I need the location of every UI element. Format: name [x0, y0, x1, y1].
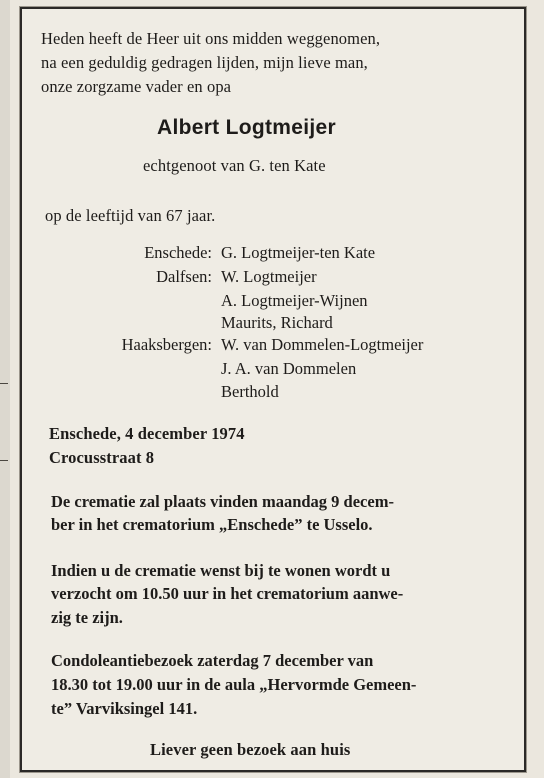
condolence-line: te” Varviksingel 141. [51, 699, 198, 718]
mourner-name: Berthold [221, 382, 279, 401]
mourner-name: W. van Dommelen-Logtmeijer [221, 335, 424, 354]
scan-edge [0, 0, 10, 778]
deceased-name: Albert Logtmeijer [157, 116, 336, 139]
mourner-name: A. Logtmeijer-Wijnen [221, 291, 368, 310]
date-line: Enschede, 4 december 1974 [49, 424, 245, 443]
mourner-place: Dalfsen: [156, 267, 212, 286]
attend-line: verzocht om 10.50 uur in het crematorium aanwe- [51, 584, 404, 603]
intro-line: onze zorgzame vader en opa [41, 77, 232, 96]
intro-line: Heden heeft de Heer uit ons midden weggenomen, [41, 29, 381, 48]
scan-mark [0, 383, 8, 384]
scan-mark [0, 460, 8, 461]
closing-line: Liever geen bezoek aan huis [150, 740, 351, 759]
address-line: Crocusstraat 8 [49, 448, 155, 467]
mourner-name: W. Logtmeijer [221, 267, 317, 286]
mourner-name: J. A. van Dommelen [221, 359, 357, 378]
attend-line: Indien u de crematie wenst bij te wonen wordt u [51, 561, 391, 580]
mourner-place: Enschede: [144, 243, 212, 262]
condolence-line: 18.30 tot 19.00 uur in de aula „Hervormde Gemeen- [51, 675, 417, 694]
intro-line: na een geduldig gedragen lijden, mijn lieve man, [41, 53, 368, 72]
condolence-line: Condoleantiebezoek zaterdag 7 december van [51, 651, 374, 670]
mourner-name: G. Logtmeijer-ten Kate [221, 243, 376, 262]
cremation-line: ber in het crematorium „Enschede” te Usselo. [51, 515, 373, 534]
mourner-name: Maurits, Richard [221, 313, 333, 332]
spouse-line: echtgenoot van G. ten Kate [143, 156, 326, 175]
cremation-line: De crematie zal plaats vinden maandag 9 decem- [51, 492, 394, 511]
death-notice [20, 7, 526, 772]
mourner-place: Haaksbergen: [121, 335, 212, 354]
attend-line: zig te zijn. [51, 608, 123, 627]
age-line: op de leeftijd van 67 jaar. [45, 206, 216, 225]
